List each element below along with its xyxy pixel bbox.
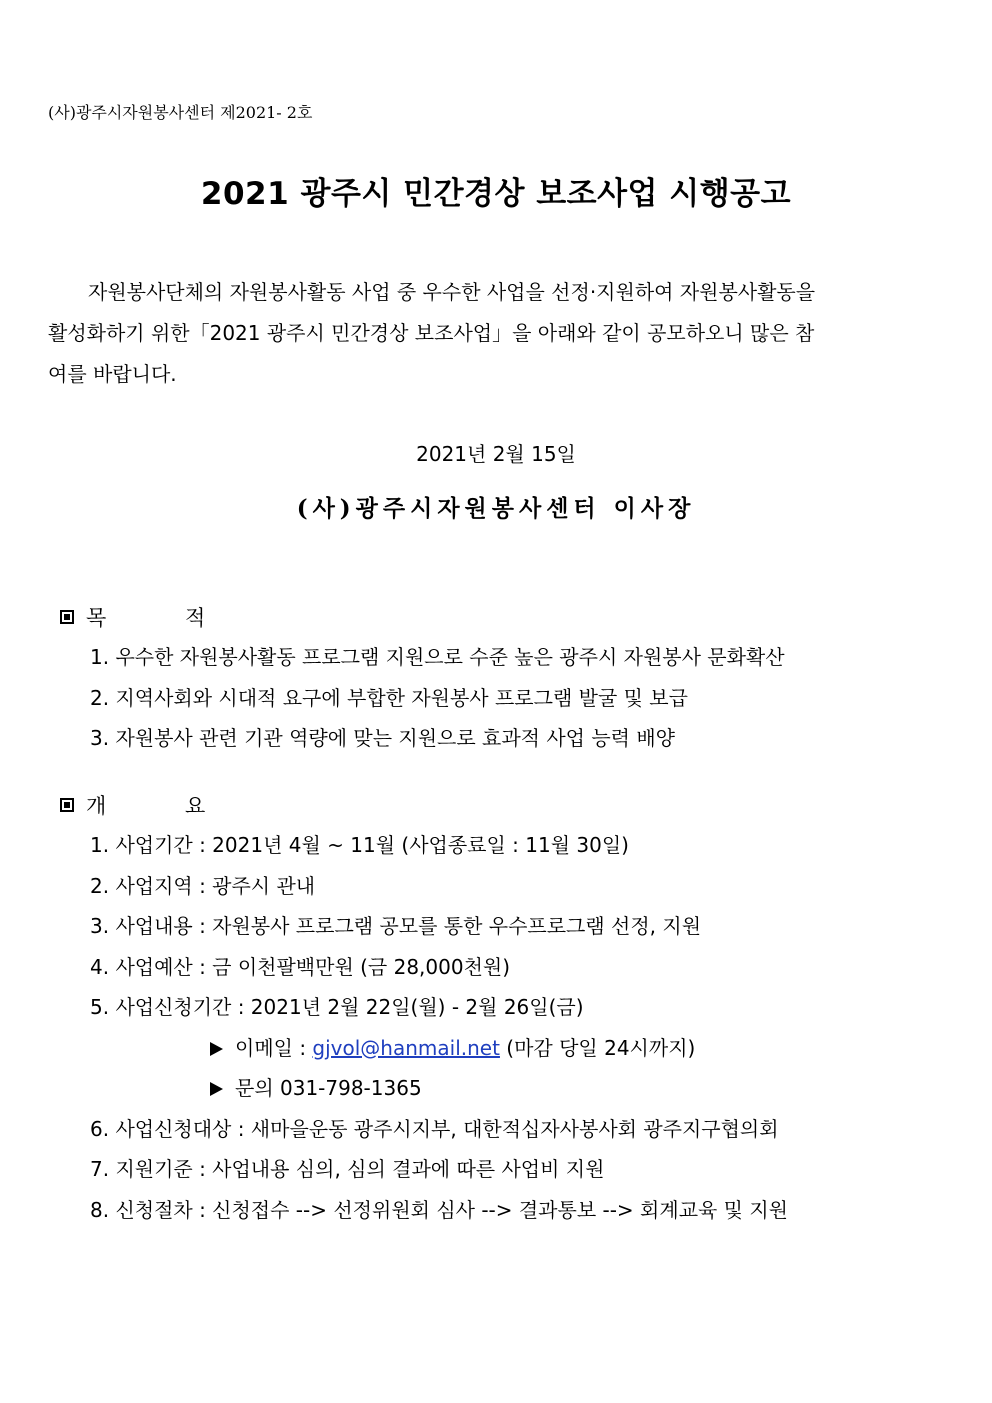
email-sub-item — [90, 1028, 788, 1069]
announcement-date: 2021년 2월 15일 — [416, 442, 576, 466]
email-link[interactable]: gjvol@hanmail.net — [312, 1035, 500, 1060]
email-prefix: 이메일 : — [235, 1035, 313, 1060]
section-purpose-label: 목 적 — [86, 606, 242, 630]
right-triangle-icon — [210, 1082, 223, 1096]
list-item: 1. 우수한 자원봉사활동 프로그램 지원으로 수준 높은 광주시 자원봉사 문화확산 — [90, 645, 785, 669]
document-number: (사)광주시자원봉사센터 제2021- 2호 — [48, 103, 313, 122]
list-item: 1. 사업기간 : 2021년 4월 ~ 11월 (사업종료일 : 11월 30일) — [90, 833, 629, 857]
list-item: 3. 자원봉사 관련 기관 역량에 맞는 지원으로 효과적 사업 능력 배양 — [90, 726, 675, 750]
section-purpose-heading — [60, 602, 241, 632]
email-suffix: (마감 당일 24시까지) — [499, 1035, 696, 1060]
list-item: 8. 신청절차 : 신청접수 --> 선정위원회 심사 --> 결과통보 --> 회계교육 및 지원 — [90, 1197, 789, 1222]
section-overview-heading — [60, 790, 241, 820]
list-item: 2. 지역사회와 시대적 요구에 부합한 자원봉사 프로그램 발굴 및 보급 — [90, 685, 688, 710]
section-overview-label: 개 요 — [86, 794, 242, 818]
list-item: 5. 사업신청기간 : 2021년 2월 22일(월) - 2월 26일(금) — [90, 995, 584, 1019]
boxed-square-icon — [60, 610, 74, 624]
intro-line-1: 자원봉사단체의 자원봉사활동 사업 중 우수한 사업을 선정·지원하여 자원봉사활동을 — [88, 280, 816, 304]
list-item: 3. 사업내용 : 자원봉사 프로그램 공모를 통한 우수프로그램 선정, 지원 — [90, 914, 702, 938]
list-item: 6. 사업신청대상 : 새마을운동 광주시지부, 대한적십자사봉사회 광주지구협의회 — [90, 1116, 779, 1141]
list-item: 7. 지원기준 : 사업내용 심의, 심의 결과에 따른 사업비 지원 — [90, 1157, 605, 1181]
intro-line-2: 활성화하기 위한「2021 광주시 민간경상 보조사업」을 아래와 같이 공모하오니 많은 참 — [48, 321, 815, 345]
overview-list — [90, 825, 788, 1230]
issuer-name: (사)광주시자원봉사센터 이사장 — [296, 495, 696, 522]
intro-line-3: 여를 바랍니다. — [48, 362, 177, 386]
list-item: 2. 사업지역 : 광주시 관내 — [90, 873, 316, 898]
right-triangle-icon — [210, 1042, 223, 1056]
page-title: 2021 광주시 민간경상 보조사업 시행공고 — [200, 176, 792, 212]
boxed-square-icon — [60, 798, 74, 812]
purpose-list — [90, 637, 785, 759]
list-item: 4. 사업예산 : 금 이천팔백만원 (금 28,000천원) — [90, 954, 511, 979]
intro-paragraph — [48, 272, 944, 395]
contact-text: 문의 031-798-1365 — [235, 1076, 422, 1100]
contact-sub-item — [90, 1068, 788, 1109]
